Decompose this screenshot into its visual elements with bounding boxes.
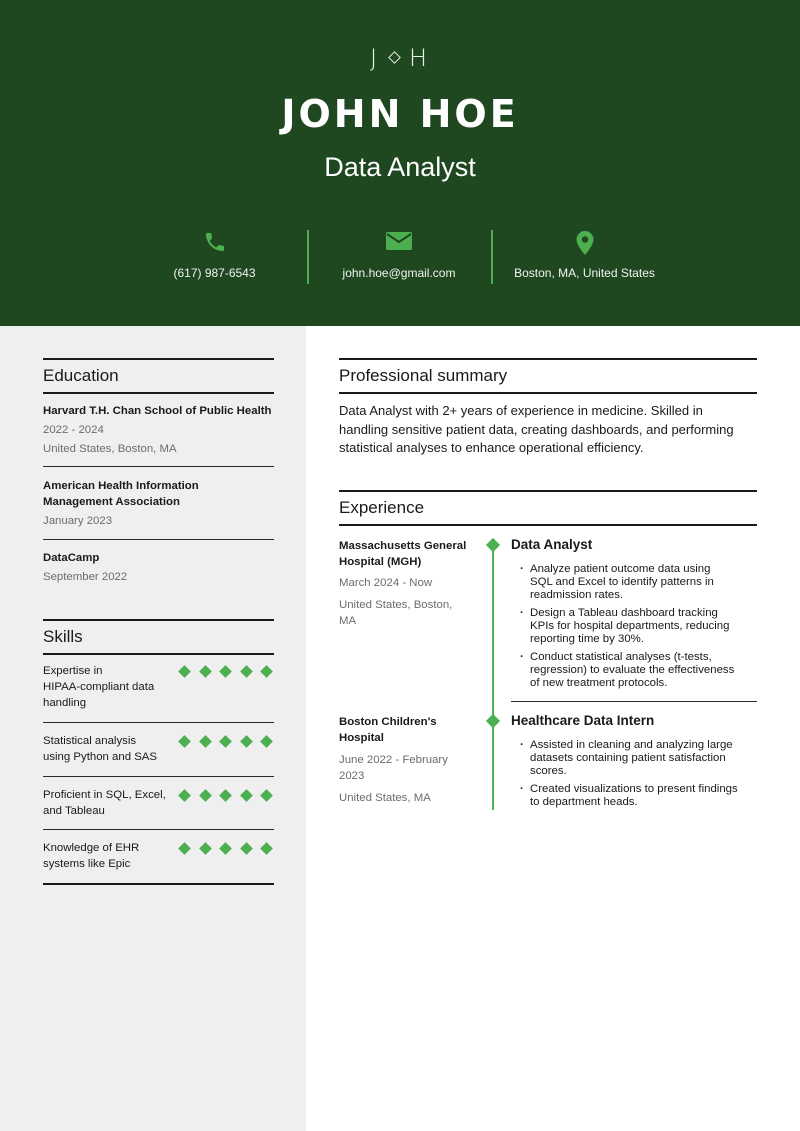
- education-date: September 2022: [43, 571, 128, 583]
- rating-diamond-icon: [219, 735, 232, 748]
- candidate-title: Data Analyst: [324, 152, 476, 182]
- rating-diamond-icon: [199, 735, 212, 748]
- rating-diamond-icon: [178, 735, 191, 748]
- skill-label: HIPAA-compliant data: [43, 681, 155, 693]
- divider: [43, 539, 274, 540]
- experience-company: Hospital: [339, 732, 384, 744]
- divider: [43, 776, 274, 777]
- experience-date: 2023: [339, 770, 365, 782]
- rating-diamond-icon: [199, 789, 212, 802]
- timeline-diamond-icon: [486, 714, 500, 728]
- rating-diamond-icon: [178, 789, 191, 802]
- skill-label: systems like Epic: [43, 858, 131, 870]
- education-location: United States, Boston, MA: [43, 443, 177, 455]
- divider: [43, 466, 274, 467]
- skill-label: Expertise in: [43, 665, 103, 677]
- experience-bullet: · Conduct statistical analyses (t-tests, regression) to evaluate the effectiveness of new treatment protocols.: [520, 651, 752, 690]
- summary-line: statistical analyses to enhance operational efficiency.: [339, 440, 644, 455]
- phone-text: (617) 987-6543: [173, 266, 256, 280]
- experience-heading: Experience: [339, 498, 425, 517]
- experience-timeline: [492, 545, 494, 810]
- resume-header: [0, 0, 800, 326]
- rating-diamond-icon: [240, 842, 253, 855]
- experience-company: Boston Children's: [339, 716, 437, 728]
- summary-text: [339, 402, 759, 458]
- rating-diamond-icon: [240, 665, 253, 678]
- rating-diamond-icon: [219, 789, 232, 802]
- education-school: Harvard T.H. Chan School of Public Health: [43, 405, 272, 417]
- phone-icon: [203, 230, 227, 254]
- experience-location: United States, MA: [339, 792, 431, 804]
- divider: [339, 524, 757, 526]
- experience-date: March 2024 - Now: [339, 577, 433, 589]
- monogram: [0, 44, 800, 72]
- divider: [511, 701, 757, 702]
- rating-diamond-icon: [240, 735, 253, 748]
- rating-diamond-icon: [260, 789, 273, 802]
- contact-phone: [122, 226, 307, 286]
- divider: [339, 392, 757, 394]
- experience-heading-block: [339, 490, 757, 526]
- rating-diamond-icon: [260, 665, 273, 678]
- rating-diamond-icon: [219, 842, 232, 855]
- monogram-right: H: [409, 44, 431, 72]
- rating-diamond-icon: [178, 665, 191, 678]
- experience-company: Hospital (MGH): [339, 556, 422, 568]
- rating-diamond-icon: [199, 665, 212, 678]
- rating-diamond-icon: [260, 842, 273, 855]
- skill-rating: [178, 790, 274, 802]
- education-date: 2022 - 2024: [43, 424, 104, 436]
- skill-label: Statistical analysis: [43, 735, 137, 747]
- experience-company: Massachusetts General: [339, 540, 467, 552]
- education-school: American Health Information: [43, 480, 199, 492]
- education-school: DataCamp: [43, 552, 100, 564]
- experience-bullet: · Created visualizations to present findings to department heads.: [520, 783, 752, 809]
- divider: [43, 653, 274, 655]
- experience-date: June 2022 - February: [339, 754, 448, 766]
- experience-bullet: · Design a Tableau dashboard tracking KPIs for hospital departments, reducing reporting time by 30%.: [520, 607, 752, 646]
- rating-diamond-icon: [178, 842, 191, 855]
- skill-rating: [178, 843, 274, 855]
- location-pin-icon: [575, 230, 595, 256]
- summary-line: handling sensitive patient data, creating dashboards, and performing: [339, 421, 734, 437]
- candidate-name: JOHN HOE: [281, 92, 519, 136]
- contact-email: [307, 226, 491, 286]
- email-text: john.hoe@gmail.com: [342, 266, 456, 280]
- monogram-diamond-icon: [388, 51, 401, 64]
- skill-rating: [178, 736, 274, 748]
- skill-label: and Tableau: [43, 805, 105, 817]
- experience-bullet: · Assisted in cleaning and analyzing large datasets containing patient satisfaction scores.: [520, 739, 752, 778]
- divider: [339, 490, 757, 492]
- education-school: Management Association: [43, 496, 180, 508]
- divider: [43, 358, 274, 360]
- divider: [43, 883, 274, 885]
- divider: [43, 392, 274, 394]
- experience-role: Healthcare Data Intern: [511, 713, 655, 728]
- experience-bullets: [520, 739, 752, 814]
- education-heading: Education: [43, 366, 119, 385]
- divider: [43, 619, 274, 621]
- experience-role: Data Analyst: [511, 537, 593, 552]
- email-icon: [385, 230, 413, 252]
- skill-label: Knowledge of EHR: [43, 842, 140, 854]
- location-text: Boston, MA, United States: [514, 266, 655, 280]
- skill-label: handling: [43, 697, 87, 709]
- skills-section: [43, 619, 274, 889]
- divider: [43, 829, 274, 830]
- experience-bullet: · Analyze patient outcome data using SQL and Excel to identify patterns in readmission rates.: [520, 563, 752, 602]
- skills-heading: Skills: [43, 627, 83, 646]
- timeline-diamond-icon: [486, 538, 500, 552]
- education-section: [43, 358, 274, 598]
- divider: [339, 358, 757, 360]
- summary-line: Data Analyst with 2+ years of experience in medicine. Skilled in: [339, 403, 703, 418]
- rating-diamond-icon: [199, 842, 212, 855]
- contact-bar: [122, 226, 678, 286]
- education-date: January 2023: [43, 515, 113, 527]
- experience-location: United States, Boston,: [339, 599, 453, 611]
- monogram-left: J: [369, 44, 381, 72]
- sidebar: [0, 326, 306, 1131]
- contact-location: [491, 226, 678, 286]
- rating-diamond-icon: [260, 735, 273, 748]
- rating-diamond-icon: [219, 665, 232, 678]
- experience-bullets: [520, 563, 752, 695]
- rating-diamond-icon: [240, 789, 253, 802]
- skill-label: using Python and SAS: [43, 751, 157, 763]
- skill-label: Proficient in SQL, Excel,: [43, 789, 166, 801]
- experience-location: MA: [339, 615, 357, 627]
- summary-heading-block: [339, 358, 757, 394]
- divider: [43, 722, 274, 723]
- skill-rating: [178, 666, 274, 678]
- summary-heading: Professional summary: [339, 366, 508, 385]
